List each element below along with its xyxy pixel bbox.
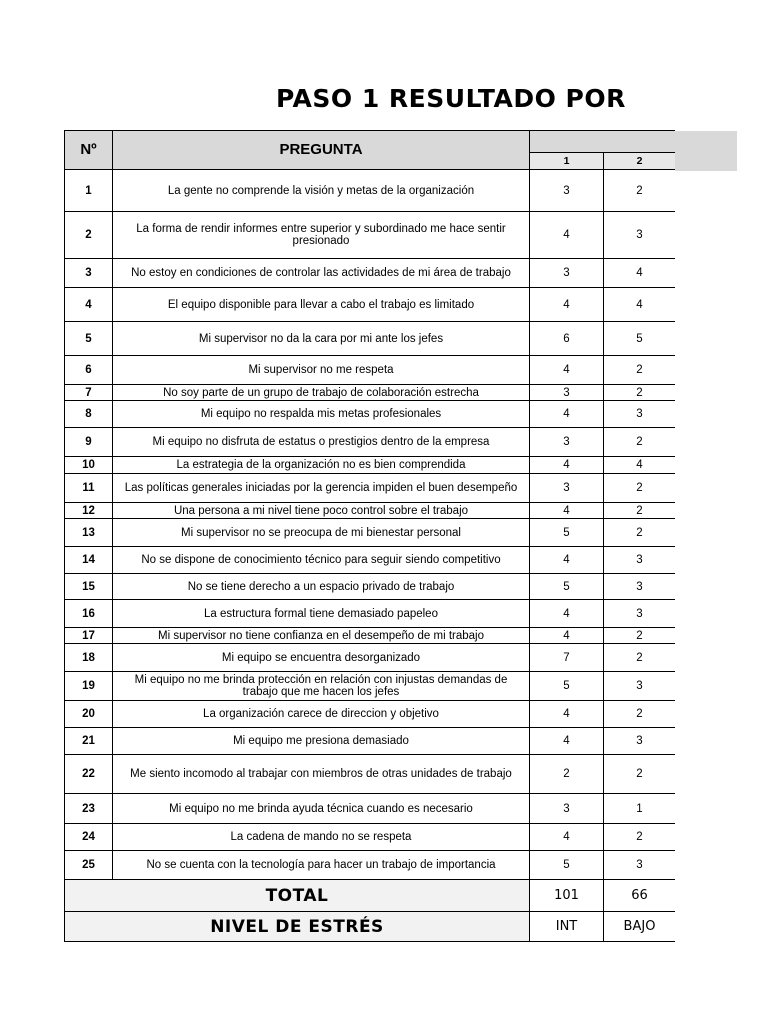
question-number: 21 bbox=[65, 728, 113, 755]
score-col-1: 4 bbox=[530, 401, 604, 428]
header-col-2: 2 bbox=[604, 153, 676, 170]
score-col-2: 3 bbox=[604, 600, 676, 628]
score-col-1: 4 bbox=[530, 547, 604, 574]
question-number: 25 bbox=[65, 851, 113, 880]
question-text: El equipo disponible para llevar a cabo el trabajo es limitado bbox=[113, 288, 530, 322]
stress-label: NIVEL DE ESTRÉS bbox=[65, 912, 530, 942]
question-text: Mi equipo se encuentra desorganizado bbox=[113, 644, 530, 672]
score-col-2: 4 bbox=[604, 288, 676, 322]
table-row bbox=[65, 794, 676, 824]
stress-row bbox=[65, 912, 676, 942]
question-number: 8 bbox=[65, 401, 113, 428]
score-col-2: 2 bbox=[604, 356, 676, 385]
score-col-2: 2 bbox=[604, 755, 676, 794]
score-col-1: 3 bbox=[530, 428, 604, 457]
table-row bbox=[65, 755, 676, 794]
question-number: 4 bbox=[65, 288, 113, 322]
header-number: Nº bbox=[65, 131, 113, 170]
score-col-2: 3 bbox=[604, 851, 676, 880]
header-question: PREGUNTA bbox=[113, 131, 530, 170]
score-col-2: 4 bbox=[604, 259, 676, 288]
score-col-1: 4 bbox=[530, 728, 604, 755]
question-text: No se tiene derecho a un espacio privado de trabajo bbox=[113, 574, 530, 600]
score-col-2: 2 bbox=[604, 628, 676, 644]
score-col-1: 5 bbox=[530, 574, 604, 600]
score-col-1: 3 bbox=[530, 170, 604, 212]
header-overflow-band bbox=[675, 131, 737, 171]
question-number: 12 bbox=[65, 503, 113, 519]
header-row bbox=[65, 131, 676, 153]
total-label: TOTAL bbox=[65, 880, 530, 912]
question-text: Mi supervisor no me respeta bbox=[113, 356, 530, 385]
table-row bbox=[65, 644, 676, 672]
score-col-2: 2 bbox=[604, 474, 676, 503]
question-number: 11 bbox=[65, 474, 113, 503]
table-row bbox=[65, 728, 676, 755]
results-table bbox=[64, 130, 675, 942]
header-group bbox=[530, 131, 676, 153]
question-text: Mi supervisor no da la cara por mi ante los jefes bbox=[113, 322, 530, 356]
table-row bbox=[65, 428, 676, 457]
score-col-1: 5 bbox=[530, 519, 604, 547]
question-text: Mi supervisor no se preocupa de mi bienestar personal bbox=[113, 519, 530, 547]
results-sheet bbox=[64, 130, 675, 942]
table-row bbox=[65, 701, 676, 728]
table-row bbox=[65, 574, 676, 600]
table-row bbox=[65, 288, 676, 322]
question-number: 3 bbox=[65, 259, 113, 288]
score-col-1: 4 bbox=[530, 288, 604, 322]
question-text: La forma de rendir informes entre superior y subordinado me hace sentir presionado bbox=[113, 212, 530, 259]
stress-value-2: BAJO bbox=[604, 912, 676, 942]
score-col-1: 6 bbox=[530, 322, 604, 356]
score-col-2: 3 bbox=[604, 547, 676, 574]
score-col-2: 1 bbox=[604, 794, 676, 824]
total-value-1: 101 bbox=[530, 880, 604, 912]
score-col-2: 2 bbox=[604, 503, 676, 519]
score-col-2: 3 bbox=[604, 212, 676, 259]
score-col-1: 4 bbox=[530, 600, 604, 628]
score-col-2: 4 bbox=[604, 457, 676, 474]
question-number: 22 bbox=[65, 755, 113, 794]
table-row bbox=[65, 474, 676, 503]
table-row bbox=[65, 824, 676, 851]
question-text: La estrategia de la organización no es bien comprendida bbox=[113, 457, 530, 474]
score-col-2: 2 bbox=[604, 170, 676, 212]
question-text: No estoy en condiciones de controlar las actividades de mi área de trabajo bbox=[113, 259, 530, 288]
score-col-2: 2 bbox=[604, 701, 676, 728]
table-row bbox=[65, 212, 676, 259]
table-row bbox=[65, 170, 676, 212]
question-number: 14 bbox=[65, 547, 113, 574]
score-col-2: 2 bbox=[604, 385, 676, 401]
score-col-2: 3 bbox=[604, 728, 676, 755]
question-number: 17 bbox=[65, 628, 113, 644]
question-number: 1 bbox=[65, 170, 113, 212]
table-row bbox=[65, 672, 676, 701]
score-col-1: 2 bbox=[530, 755, 604, 794]
question-text: Mi equipo no me brinda protección en relación con injustas demandas de trabajo que me hacen los jefes bbox=[113, 672, 530, 701]
score-col-2: 2 bbox=[604, 519, 676, 547]
score-col-1: 4 bbox=[530, 212, 604, 259]
score-col-1: 5 bbox=[530, 851, 604, 880]
question-number: 23 bbox=[65, 794, 113, 824]
score-col-1: 4 bbox=[530, 628, 604, 644]
table-row bbox=[65, 503, 676, 519]
question-text: La gente no comprende la visión y metas de la organización bbox=[113, 170, 530, 212]
question-text: Mi supervisor no tiene confianza en el desempeño de mi trabajo bbox=[113, 628, 530, 644]
question-number: 24 bbox=[65, 824, 113, 851]
page-title: PASO 1 RESULTADO POR bbox=[276, 84, 626, 113]
question-text: La organización carece de direccion y objetivo bbox=[113, 701, 530, 728]
question-number: 7 bbox=[65, 385, 113, 401]
question-number: 16 bbox=[65, 600, 113, 628]
table-row bbox=[65, 519, 676, 547]
score-col-1: 3 bbox=[530, 474, 604, 503]
score-col-1: 3 bbox=[530, 794, 604, 824]
score-col-2: 5 bbox=[604, 322, 676, 356]
score-col-2: 2 bbox=[604, 824, 676, 851]
question-number: 19 bbox=[65, 672, 113, 701]
score-col-1: 4 bbox=[530, 824, 604, 851]
question-number: 5 bbox=[65, 322, 113, 356]
header-col-1: 1 bbox=[530, 153, 604, 170]
question-text: Me siento incomodo al trabajar con miembros de otras unidades de trabajo bbox=[113, 755, 530, 794]
question-text: Mi equipo no disfruta de estatus o prestigios dentro de la empresa bbox=[113, 428, 530, 457]
question-number: 13 bbox=[65, 519, 113, 547]
question-number: 6 bbox=[65, 356, 113, 385]
score-col-1: 4 bbox=[530, 503, 604, 519]
score-col-2: 3 bbox=[604, 574, 676, 600]
score-col-2: 3 bbox=[604, 672, 676, 701]
total-value-2: 66 bbox=[604, 880, 676, 912]
score-col-2: 3 bbox=[604, 401, 676, 428]
total-row bbox=[65, 880, 676, 912]
score-col-1: 4 bbox=[530, 457, 604, 474]
table-row bbox=[65, 259, 676, 288]
question-text: La cadena de mando no se respeta bbox=[113, 824, 530, 851]
score-col-1: 3 bbox=[530, 259, 604, 288]
question-text: Mi equipo me presiona demasiado bbox=[113, 728, 530, 755]
question-number: 9 bbox=[65, 428, 113, 457]
score-col-1: 7 bbox=[530, 644, 604, 672]
table-row bbox=[65, 322, 676, 356]
question-number: 2 bbox=[65, 212, 113, 259]
question-text: No se dispone de conocimiento técnico para seguir siendo competitivo bbox=[113, 547, 530, 574]
score-col-2: 2 bbox=[604, 428, 676, 457]
question-text: Mi equipo no respalda mis metas profesionales bbox=[113, 401, 530, 428]
table-row bbox=[65, 457, 676, 474]
table-row bbox=[65, 401, 676, 428]
question-number: 18 bbox=[65, 644, 113, 672]
score-col-1: 5 bbox=[530, 672, 604, 701]
table-row bbox=[65, 600, 676, 628]
question-number: 15 bbox=[65, 574, 113, 600]
score-col-1: 3 bbox=[530, 385, 604, 401]
stress-value-1: INT bbox=[530, 912, 604, 942]
table-row bbox=[65, 851, 676, 880]
score-col-1: 4 bbox=[530, 356, 604, 385]
question-text: Las políticas generales iniciadas por la gerencia impiden el buen desempeño bbox=[113, 474, 530, 503]
question-number: 20 bbox=[65, 701, 113, 728]
question-text: Mi equipo no me brinda ayuda técnica cuando es necesario bbox=[113, 794, 530, 824]
score-col-2: 2 bbox=[604, 644, 676, 672]
score-col-1: 4 bbox=[530, 701, 604, 728]
question-text: No se cuenta con la tecnología para hacer un trabajo de importancia bbox=[113, 851, 530, 880]
table-row bbox=[65, 356, 676, 385]
question-text: La estructura formal tiene demasiado papeleo bbox=[113, 600, 530, 628]
question-number: 10 bbox=[65, 457, 113, 474]
table-row bbox=[65, 385, 676, 401]
question-text: Una persona a mi nivel tiene poco control sobre el trabajo bbox=[113, 503, 530, 519]
question-text: No soy parte de un grupo de trabajo de colaboración estrecha bbox=[113, 385, 530, 401]
table-row bbox=[65, 547, 676, 574]
table-row bbox=[65, 628, 676, 644]
